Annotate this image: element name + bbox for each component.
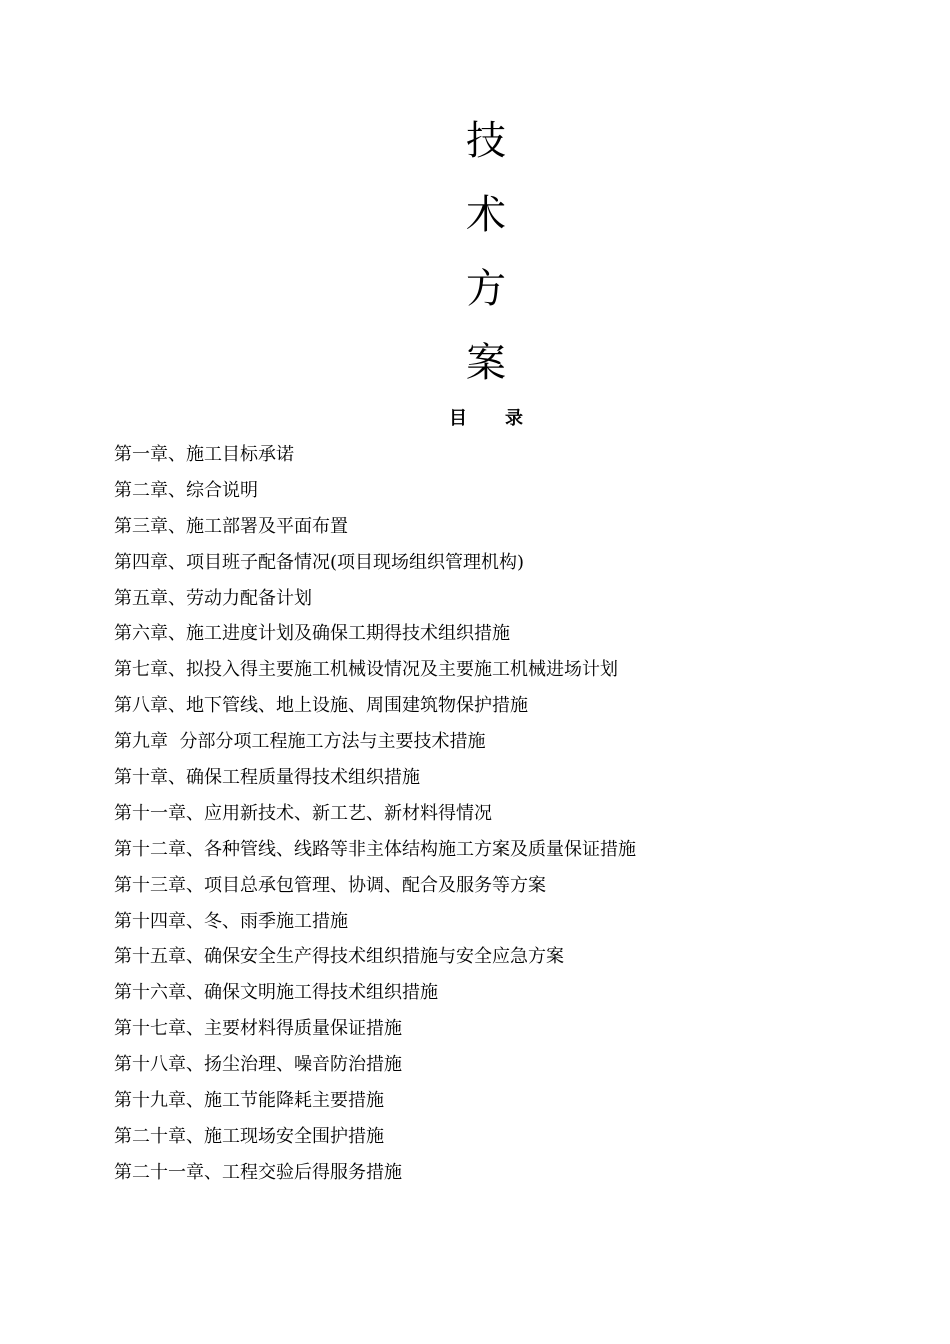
toc-item[interactable]: 第三章、施工部署及平面布置	[114, 515, 348, 537]
toc-item[interactable]: 第十八章、扬尘治理、噪音防治措施	[114, 1054, 402, 1076]
toc-item[interactable]: 第九章 分部分项工程施工方法与主要技术措施	[114, 731, 486, 753]
toc-item[interactable]: 第二十章、施工现场安全围护措施	[114, 1125, 384, 1147]
title-char-4: 案	[466, 340, 506, 386]
toc-item[interactable]: 第六章、施工进度计划及确保工期得技术组织措施	[114, 623, 510, 645]
toc-item[interactable]: 第七章、拟投入得主要施工机械设情况及主要施工机械进场计划	[114, 659, 618, 681]
title-char-2: 术	[466, 192, 506, 238]
toc-item[interactable]: 第十三章、项目总承包管理、协调、配合及服务等方案	[114, 874, 546, 896]
toc-item[interactable]: 第五章、劳动力配备计划	[114, 587, 312, 609]
toc-item[interactable]: 第十六章、确保文明施工得技术组织措施	[114, 982, 438, 1004]
toc-item[interactable]: 第十七章、主要材料得质量保证措施	[114, 1018, 402, 1040]
toc-item[interactable]: 第十五章、确保安全生产得技术组织措施与安全应急方案	[114, 946, 564, 968]
toc-item[interactable]: 第十一章、应用新技术、新工艺、新材料得情况	[114, 802, 492, 824]
toc-heading-right: 录	[505, 408, 523, 429]
toc-item[interactable]: 第二十一章、工程交验后得服务措施	[114, 1161, 402, 1183]
toc-list	[114, 437, 894, 1191]
toc-item[interactable]: 第十九章、施工节能降耗主要措施	[114, 1090, 384, 1112]
toc-item[interactable]: 第十章、确保工程质量得技术组织措施	[114, 767, 420, 789]
toc-item[interactable]: 第四章、项目班子配备情况(项目现场组织管理机构)	[114, 551, 525, 573]
title-char-3: 方	[466, 266, 506, 312]
toc-heading	[0, 407, 950, 431]
toc-item[interactable]: 第一章、施工目标承诺	[114, 444, 294, 465]
toc-item[interactable]: 第八章、地下管线、地上设施、周围建筑物保护措施	[114, 695, 528, 717]
toc-item[interactable]: 第十二章、各种管线、线路等非主体结构施工方案及质量保证措施	[114, 838, 636, 860]
toc-item[interactable]: 第十四章、冬、雨季施工措施	[114, 910, 348, 932]
toc-item[interactable]: 第二章、综合说明	[114, 479, 258, 501]
title-char-1: 技	[466, 118, 506, 164]
toc-heading-left: 目	[449, 408, 467, 429]
